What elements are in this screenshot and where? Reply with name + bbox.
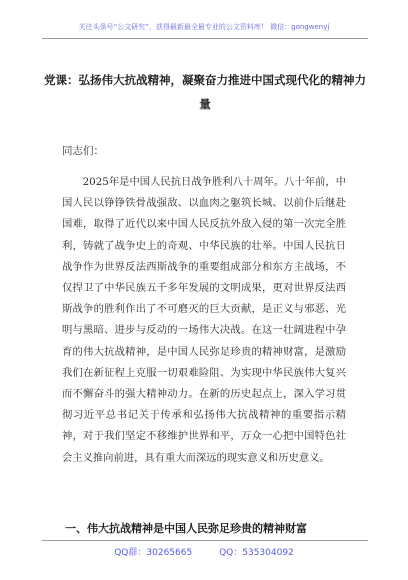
- greeting: 同志们：: [62, 145, 104, 157]
- footer-qq-group: QQ群：30265665: [114, 548, 193, 558]
- footer-divider: [42, 540, 368, 541]
- body-paragraph: 2025年是中国人民抗日战争胜利八十周年。八十年前，中国人民以铮铮铁骨战强敌、以血肉之躯筑长城、以前仆后继赴国难，取得了近代以来中国人民反抗外敌入侵的第一次完全胜利，铸就了战争史上的奇观、中华民族的壮举。中国人民抗日战争作为世界反法西斯战争的重要组成部分和东方主战场，不仅捍卫了中华民族五千多年发展的文明成果，更对世界反法西斯战争的胜利作出了不可磨灭的巨大贡献，是正义与邪恶、光明与黑暗、进步与反动的一场伟大决战。在这一壮阔进程中孕育的伟大抗战精神，是中国人民弥足珍贵的精神财富，是激励我们在新征程上克服一切艰难险阻、为实现中华民族伟大复兴而不懈奋斗的强大精神动力。在新的历史起点上，深入学习贯彻习近平总书记关于传承和弘扬伟大抗战精神的重要指示精神，对于我们坚定不移维护世界和平，万众一心把中国特色社会主义推向前进，具有重大而深远的现实意义和历史意义。: [62, 176, 346, 464]
- promo-banner: 关注头条号“公文研究”，获得最新最全最专业的公文资料库！ 微信：gongwenyj: [78, 23, 330, 31]
- document-title: 党课：弘扬伟大抗战精神，凝聚奋力推进中国式现代化的精神力量: [44, 73, 366, 111]
- header-divider: [42, 38, 368, 39]
- footer: [0, 545, 408, 558]
- footer-qq: QQ：535304092: [219, 548, 294, 558]
- section-heading: 一、伟大抗战精神是中国人民弥足珍贵的精神财富: [65, 522, 307, 535]
